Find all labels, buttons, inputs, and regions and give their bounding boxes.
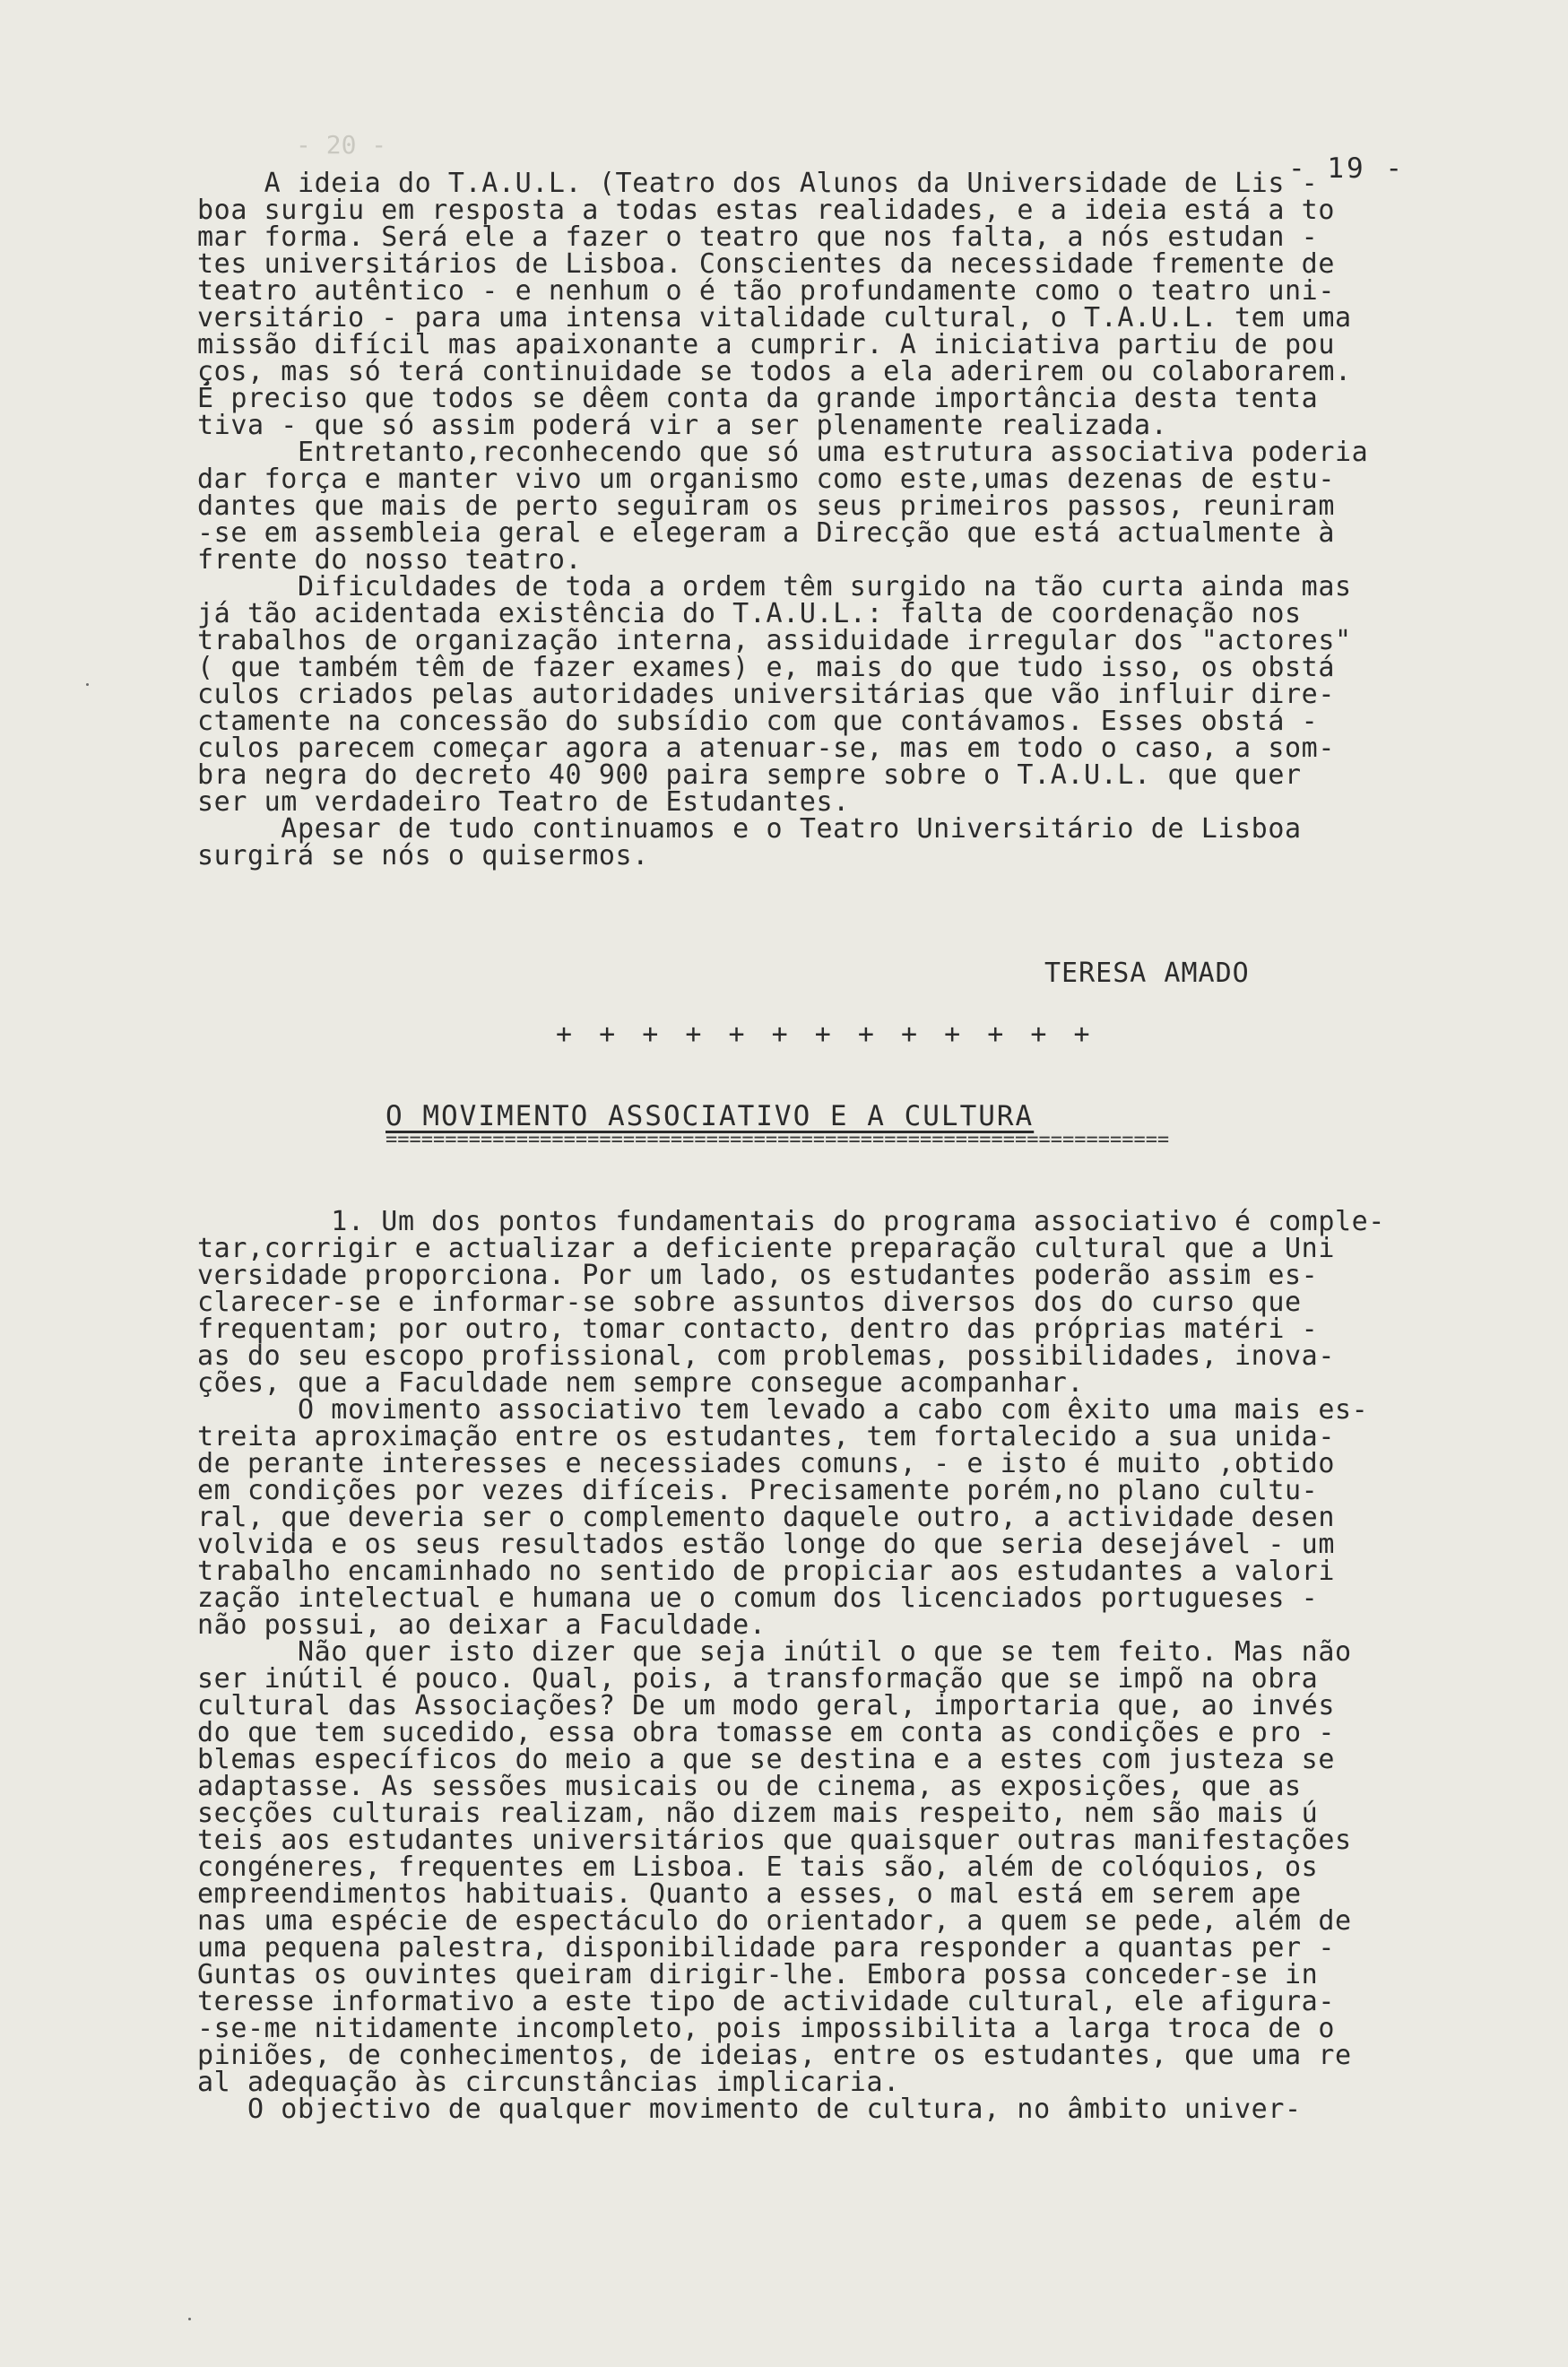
text-line: ( que também têm de fazer exames) e, mais do que tudo isso, os obstá xyxy=(197,652,1335,683)
text-line: secções culturais realizam, não dizem mais respeito, nem são mais ú xyxy=(197,1798,1319,1829)
text-line: -se-me nitidamente incompleto, pois impossibilita a larga troca de o xyxy=(197,2013,1335,2044)
author-signature: TERESA AMADO xyxy=(1044,958,1250,989)
text-line: trabalho encaminhado no sentido de propiciar aos estudantes a valori xyxy=(197,1556,1335,1587)
text-line: bra negra do decreto 40 900 paira sempre sobre o T.A.U.L. que quer xyxy=(197,759,1302,791)
article-heading-block xyxy=(386,1100,1174,1149)
text-line: ser um verdadeiro Teatro de Estudantes. xyxy=(197,786,850,818)
article-taul-body xyxy=(197,170,1452,870)
heading-double-rule: ================================================================== xyxy=(386,1132,1170,1149)
text-line: O objectivo de qualquer movimento de cultura, no âmbito univer- xyxy=(197,2094,1302,2125)
text-line: frente do nosso teatro. xyxy=(197,544,583,576)
text-line: teatro autêntico - e nenhum o é tão profundamente como o teatro uni- xyxy=(197,275,1335,307)
section-separator: + + + + + + + + + + + + + xyxy=(556,1019,1096,1050)
text-line: dantes que mais de perto seguiram os seus primeiros passos, reuniram xyxy=(197,490,1335,522)
text-line: ral, que deveria ser o complemento daquele outro, a actividade desen xyxy=(197,1502,1335,1533)
text-line: missão difícil mas apaixonante a cumprir. A iniciativa partiu de pou xyxy=(197,329,1335,360)
text-line: teresse informativo a este tipo de actividade cultural, ele afigura- xyxy=(197,1986,1335,2017)
text-line: versitário - para uma intensa vitalidade cultural, o T.A.U.L. tem uma xyxy=(197,302,1352,334)
text-line: não possui, ao deixar a Faculdade. xyxy=(197,1609,767,1641)
text-line: -se em assembleia geral e elegeram a Direcção que está actualmente à xyxy=(197,517,1335,549)
text-line: Entretanto,reconhecendo que só uma estrutura associativa poderia xyxy=(197,437,1369,468)
paper-speck xyxy=(188,2318,191,2320)
page-number: - 19 - xyxy=(1288,152,1405,185)
text-line: Dificuldades de toda a ordem têm surgido na tão curta ainda mas xyxy=(197,571,1352,603)
text-line: ções, que a Faculdade nem sempre consegue acompanhar. xyxy=(197,1367,1085,1399)
text-line: O movimento associativo tem levado a cabo com êxito uma mais es- xyxy=(197,1394,1369,1426)
text-line: surgirá se nós o quisermos. xyxy=(197,840,649,871)
text-line: adaptasse. As sessões musicais ou de cinema, as exposições, que as xyxy=(197,1771,1302,1802)
text-line: A ideia do T.A.U.L. (Teatro dos Alunos da Universidade de Lis - xyxy=(197,168,1319,199)
text-line: volvida e os seus resultados estão longe do que seria desejável - um xyxy=(197,1529,1335,1560)
text-line: teis aos estudantes universitários que quaisquer outras manifestações xyxy=(197,1825,1352,1856)
text-line: blemas específicos do meio a que se destina e a estes com justeza se xyxy=(197,1744,1335,1775)
text-line: Apesar de tudo continuamos e o Teatro Universitário de Lisboa xyxy=(197,813,1302,845)
text-line: Não quer isto dizer que seja inútil o que se tem feito. Mas não xyxy=(197,1636,1352,1668)
text-line: as do seu escopo profissional, com problemas, possibilidades, inova- xyxy=(197,1340,1335,1372)
text-line: cultural das Associações? De um modo geral, importaria que, ao invés xyxy=(197,1690,1335,1721)
text-line: clarecer-se e informar-se sobre assuntos diversos dos do curso que xyxy=(197,1287,1302,1318)
text-line: boa surgiu em resposta a todas estas realidades, e a ideia está a to xyxy=(197,195,1335,226)
text-line: de perante interesses e necessiades comuns, - e isto é muito ,obtido xyxy=(197,1448,1335,1479)
text-line: piniões, de conhecimentos, de ideias, entre os estudantes, que uma re xyxy=(197,2040,1352,2071)
bleed-through-page-number: - 20 - xyxy=(296,130,387,160)
article-heading: O MOVIMENTO ASSOCIATIVO E A CULTURA xyxy=(386,1100,1035,1132)
text-line: treita aproximação entre os estudantes, tem fortalecido a sua unida- xyxy=(197,1421,1335,1452)
text-line: ctamente na concessão do subsídio com que contávamos. Esses obstá - xyxy=(197,706,1319,737)
text-line: zação intelectual e humana ue o comum dos licenciados portugueses - xyxy=(197,1582,1319,1614)
text-line: mar forma. Será ele a fazer o teatro que nos falta, a nós estudan - xyxy=(197,221,1319,253)
text-line: culos criados pelas autoridades universitárias que vão influir dire- xyxy=(197,679,1335,710)
text-line: 1. Um dos pontos fundamentais do programa associativo é comple- xyxy=(197,1206,1385,1237)
text-line: dar força e manter vivo um organismo como este,umas dezenas de estu- xyxy=(197,464,1335,495)
paper-speck xyxy=(86,683,89,686)
text-line: tar,corrigir e actualizar a deficiente preparação cultural que a Uni xyxy=(197,1233,1335,1264)
text-line: culos parecem começar agora a atenuar-se, mas em todo o caso, a som- xyxy=(197,733,1335,764)
text-line: do que tem sucedido, essa obra tomasse em conta as condições e pro - xyxy=(197,1717,1335,1748)
text-line: em condições por vezes difíceis. Precisamente porém,no plano cultu- xyxy=(197,1475,1319,1506)
text-line: ços, mas só terá continuidade se todos a ela aderirem ou colaborarem. xyxy=(197,356,1352,387)
text-line: ser inútil é pouco. Qual, pois, a transformação que se impõ na obra xyxy=(197,1663,1319,1695)
text-line: al adequação às circunstâncias implicaria. xyxy=(197,2067,900,2098)
text-line: frequentam; por outro, tomar contacto, dentro das próprias matéri - xyxy=(197,1314,1319,1345)
text-line: já tão acidentada existência do T.A.U.L.: falta de coordenação nos xyxy=(197,598,1302,629)
text-line: É preciso que todos se dêem conta da grande importância desta tenta xyxy=(197,383,1319,414)
text-line: tiva - que só assim poderá vir a ser plenamente realizada. xyxy=(197,410,1168,441)
text-line: congéneres, frequentes em Lisboa. E tais são, além de colóquios, os xyxy=(197,1851,1319,1883)
text-line: trabalhos de organização interna, assiduidade irregular dos "actores" xyxy=(197,625,1352,656)
text-line: tes universitários de Lisboa. Conscientes da necessidade fremente de xyxy=(197,248,1335,280)
text-line: uma pequena palestra, disponibilidade para responder a quantas per - xyxy=(197,1932,1335,1964)
article-movimento-body xyxy=(197,1206,1452,2125)
text-line: nas uma espécie de espectáculo do orientador, a quem se pede, além de xyxy=(197,1905,1352,1937)
text-line: Guntas os ouvintes queiram dirigir-lhe. Embora possa conceder-se in xyxy=(197,1959,1319,1990)
text-line: empreendimentos habituais. Quanto a esses, o mal está em serem ape xyxy=(197,1878,1302,1910)
text-line: versidade proporciona. Por um lado, os estudantes poderão assim es- xyxy=(197,1260,1319,1291)
